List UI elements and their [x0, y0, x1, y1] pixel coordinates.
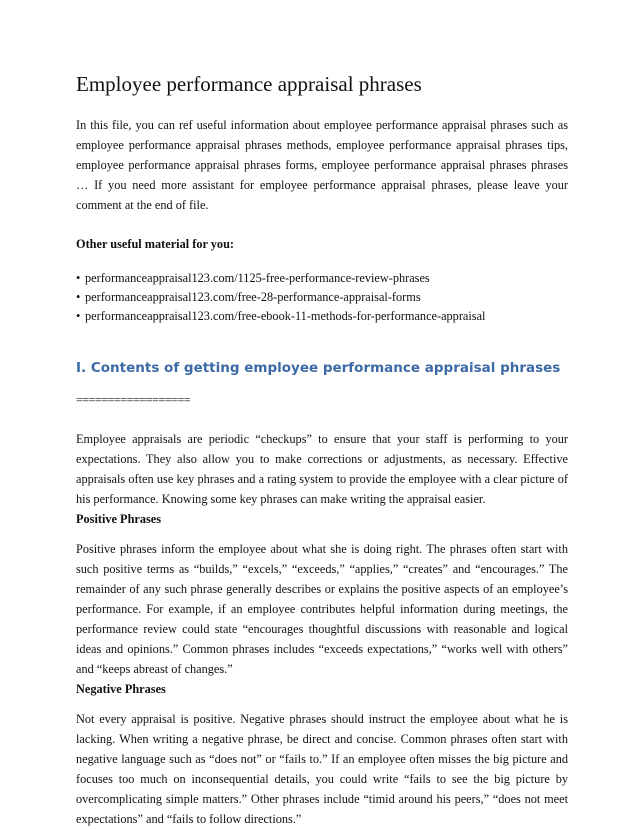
link-text[interactable]: performanceappraisal123.com/free-ebook-11-methods-for-performance-appraisal [85, 309, 486, 323]
section-heading: I. Contents of getting employee performance appraisal phrases [76, 360, 561, 376]
other-material-label: Other useful material for you: [76, 237, 235, 251]
bullet-icon: • [76, 290, 81, 304]
list-item[interactable] [76, 307, 568, 326]
negative-phrases-paragraph: Not every appraisal is positive. Negative phrases should instruct the employee about what he is lacking. When writing a negative phrase, be direct and concise. Common phrases often start with negative language such as “does not” or “fails to.” If an employee often misses the big picture and focuses too much on inconsequential details, you could write “fails to see the big picture by overcomplicating simple matters.” Other phrases include “timid around his peers,” “does not meet expectations” and “fails to follow directions.” [76, 712, 568, 826]
positive-phrases-heading: Positive Phrases [76, 512, 162, 526]
useful-links-list [76, 269, 568, 326]
link-text[interactable]: performanceappraisal123.com/1125-free-performance-review-phrases [85, 271, 430, 285]
separator-line: ================== [76, 393, 191, 407]
positive-phrases-paragraph: Positive phrases inform the employee about what she is doing right. The phrases often start with such positive terms as “builds,” “excels,” “exceeds,” “applies,” “creates” and “encourages.” The remainder of any such phrase generally describes or explains the positive aspects of an employee’s performance. For example, if an employee contributes helpful information during meetings, the performance review could state “encourages thoughtful discussions with reasonable and logical ideas and opinions.” Common phrases includes “exceeds expectations,” “works well with others” and “keeps abreast of changes.” [76, 542, 568, 676]
intro-paragraph: In this file, you can ref useful information about employee performance appraisal phrases such as employee performance appraisal phrases methods, employee performance appraisal phrases tips, employee performance appraisal phrases forms, employee performance appraisal phrases phrases … If you need more assistant for employee performance appraisal phrases, please leave your comment at the end of file. [76, 118, 568, 212]
section-paragraph: Employee appraisals are periodic “checkups” to ensure that your staff is performing to your expectations. They also allow you to make corrections or adjustments, as necessary. Effective appraisals often use key phrases and a rating system to provide the employee with a clear picture of his performance. Knowing some key phrases can make writing the appraisal easier. [76, 432, 568, 506]
bullet-icon: • [76, 271, 81, 285]
bullet-icon: • [76, 309, 81, 323]
link-text[interactable]: performanceappraisal123.com/free-28-performance-appraisal-forms [85, 290, 421, 304]
document-title: Employee performance appraisal phrases [76, 72, 422, 96]
list-item[interactable] [76, 288, 568, 307]
document-content [76, 70, 568, 829]
list-item[interactable] [76, 269, 568, 288]
negative-phrases-heading: Negative Phrases [76, 682, 166, 696]
